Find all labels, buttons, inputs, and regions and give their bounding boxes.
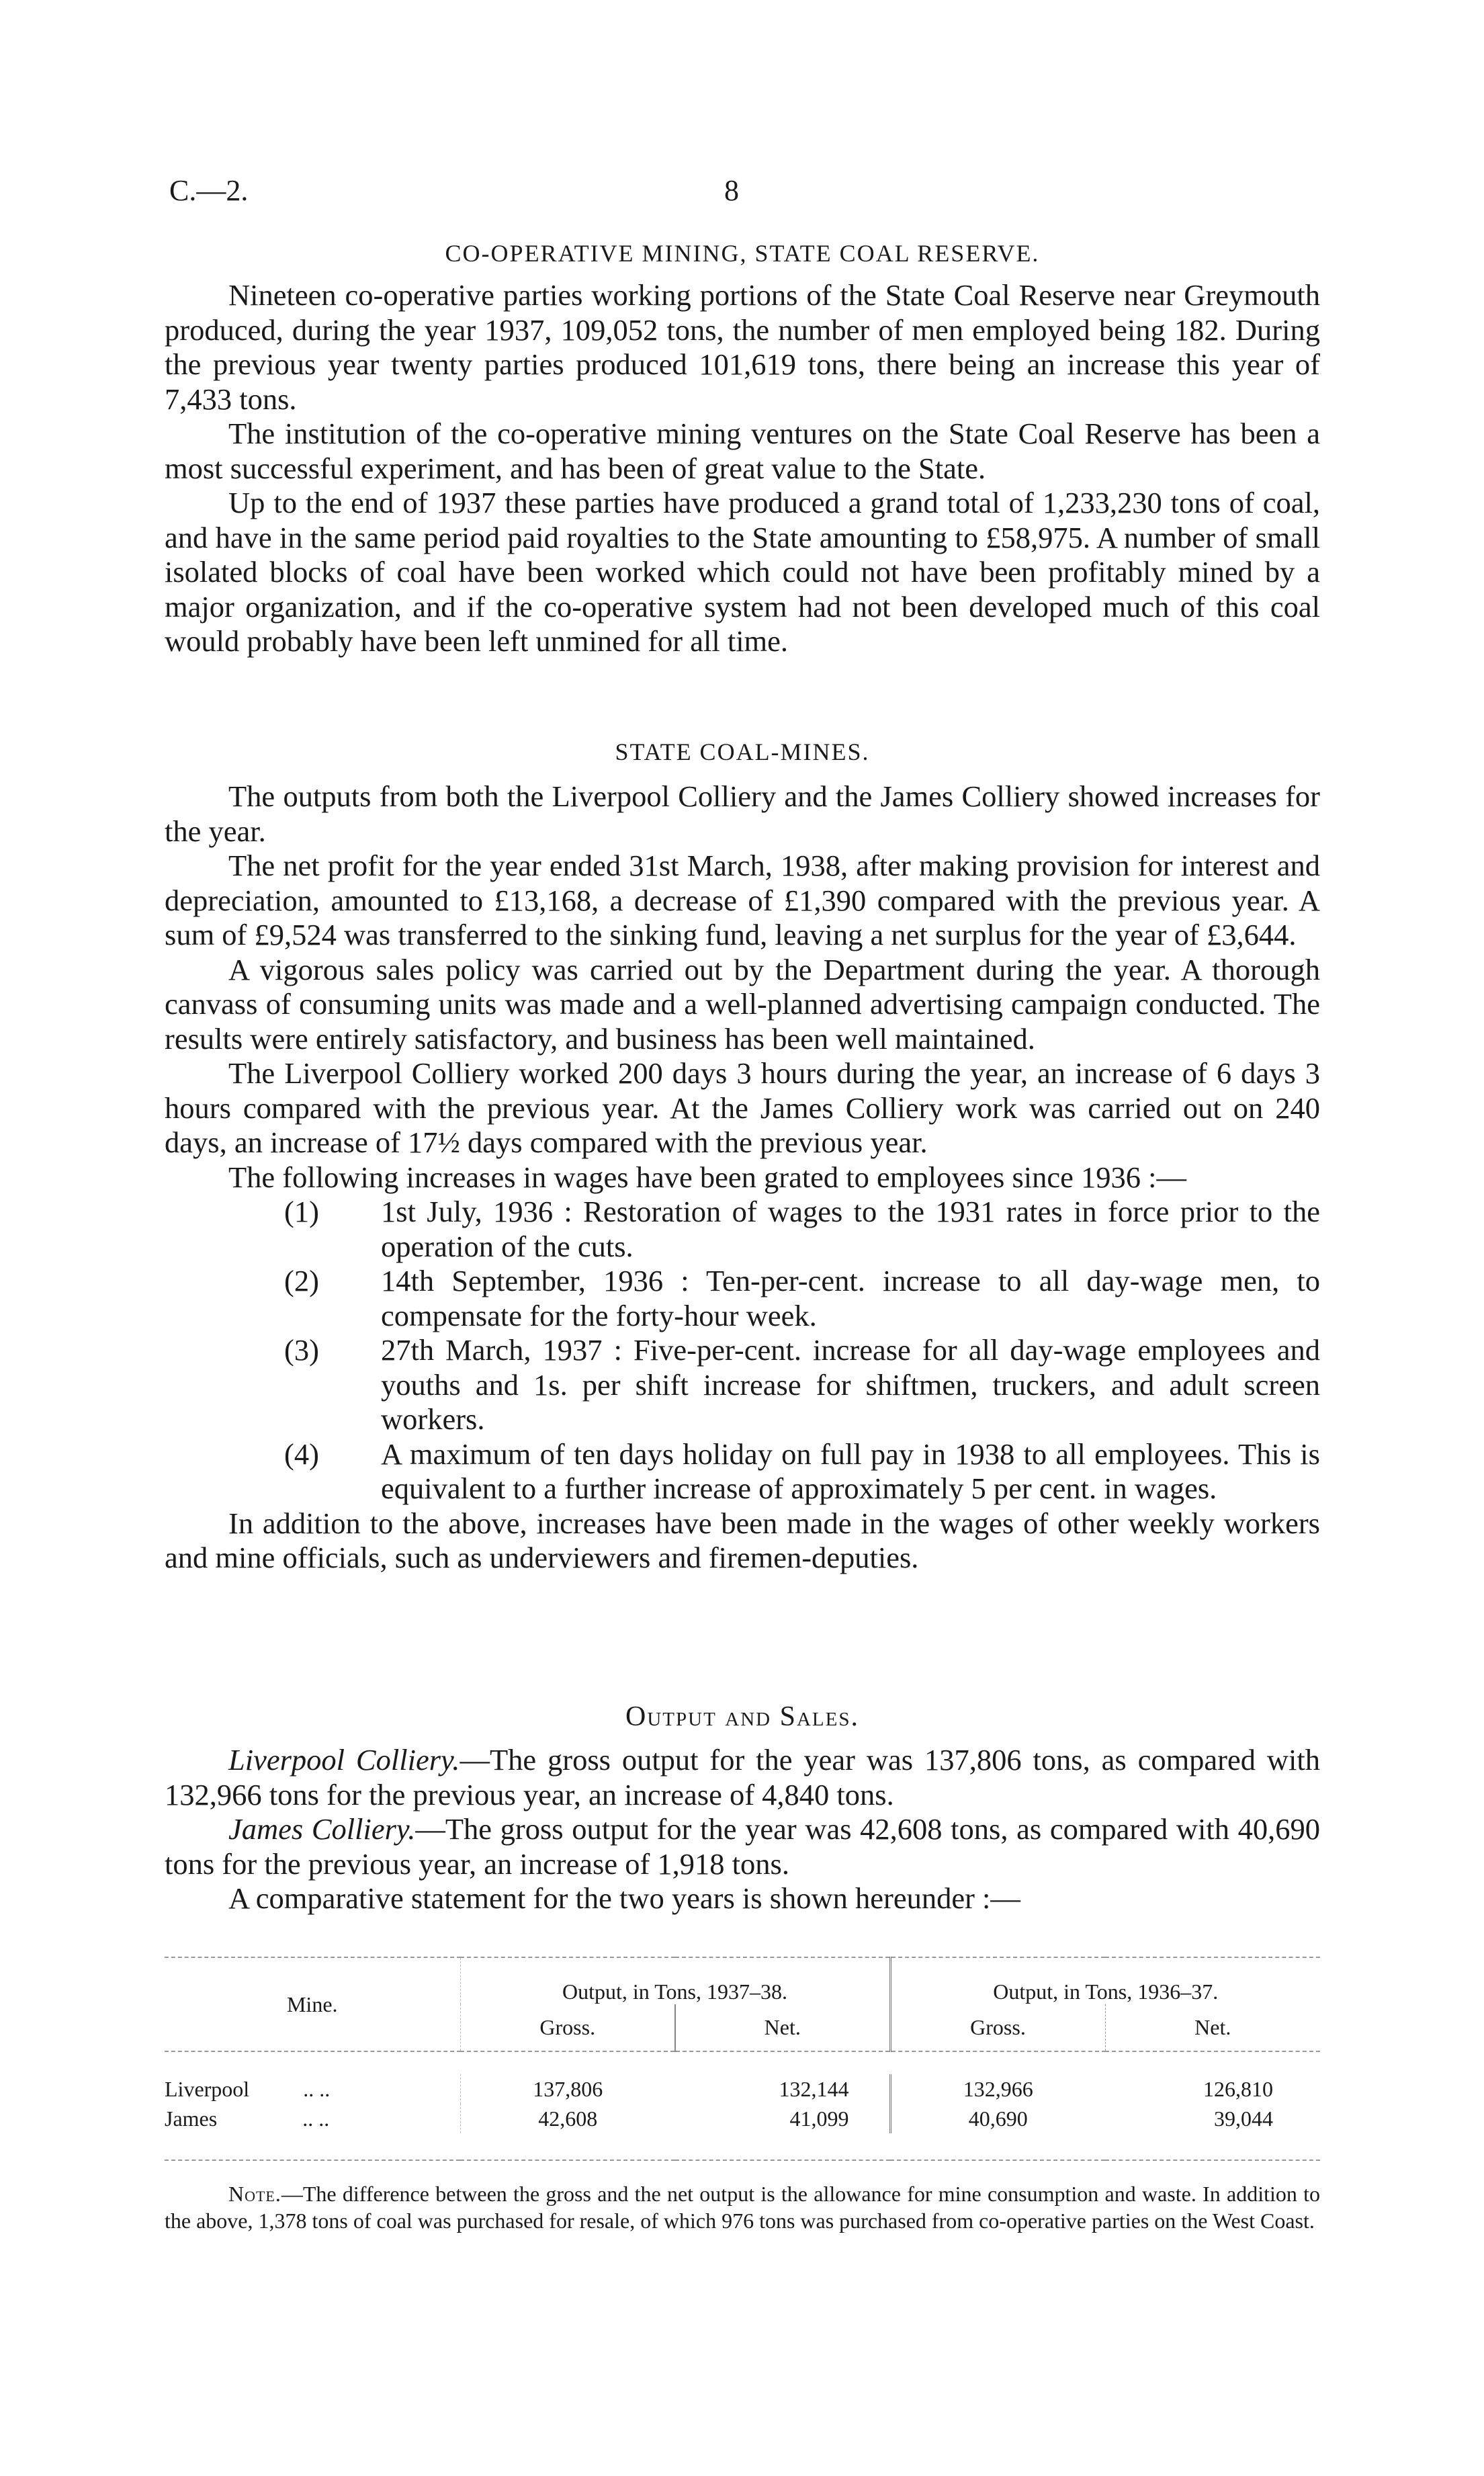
section-title: Output and Sales. xyxy=(625,1701,859,1732)
paragraph: A comparative statement for the two years is shown hereunder :— xyxy=(228,1881,1020,1915)
paragraph: The net profit for the year ended 31st March, 1938, after making provision for interest and depreciation, amounted to £13,168, a decrease of £1,390 compared with the previous year. A sum of £9,524 was transferred to the sinking fund, leaving a net surplus for the year of £3,644. xyxy=(165,849,1320,951)
paragraph: The outputs from both the Liverpool Colliery and the James Colliery showed increases for the year. xyxy=(165,779,1320,848)
gross-1937-cell: 137,806 xyxy=(533,2076,603,2101)
paragraph: The following increases in wages have been grated to employees since 1936 :— xyxy=(228,1160,1187,1194)
list-number: (3) xyxy=(284,1333,319,1367)
note-label: Note. xyxy=(228,2182,281,2206)
list-item xyxy=(165,1264,1320,1333)
gross-header: Gross. xyxy=(460,2004,675,2051)
section-state-coal-mines xyxy=(165,735,1320,1576)
table-row xyxy=(165,2074,1320,2104)
list-item xyxy=(165,1195,1320,1264)
paragraph: In addition to the above, increases have been made in the wages of other weekly workers and mine officials, such as underviewers and firemen-deputies. xyxy=(165,1506,1320,1574)
gross-1936-cell: 40,690 xyxy=(968,2106,1028,2131)
footnote xyxy=(165,2180,1320,2234)
leader-dots: .. .. xyxy=(303,2076,331,2101)
leader-dots: .. .. xyxy=(302,2106,330,2131)
mine-name: Liverpool xyxy=(165,2076,250,2101)
mine-header: Mine. xyxy=(165,1957,460,2051)
wage-increase-list xyxy=(165,1195,1320,1506)
paragraph: The Liverpool Colliery worked 200 days 3 hours during the year, an increase of 6 days 3 hours compared with the previous year. At the James Colliery work was carried out on 240 days, an increase of 17½ days compared with the previous year. xyxy=(165,1056,1320,1159)
paragraph: The institution of the co-operative mining ventures on the State Coal Reserve has been a most successful experiment, and has been of great value to the State. xyxy=(165,417,1320,485)
note-paragraph xyxy=(165,2180,1320,2234)
colliery-text: —The gross output for the year was 42,608 tons, as compared with 40,690 tons for the previous year, an increase of 1,918 tons. xyxy=(165,1812,1320,1881)
output-table-wrapper xyxy=(165,1957,1320,2161)
mine-cell xyxy=(165,2074,460,2104)
group-header-1936: Output, in Tons, 1936–37. xyxy=(993,1979,1219,2004)
list-item xyxy=(165,1333,1320,1437)
list-number: (4) xyxy=(284,1437,319,1471)
section-title: STATE COAL-MINES. xyxy=(615,738,870,765)
group-header-1937: Output, in Tons, 1937–38. xyxy=(460,1957,890,2004)
colliery-label: James Colliery. xyxy=(228,1812,416,1846)
list-text: 27th March, 1937 : Five-per-cent. increase for all day-wage employees and youths and 1s. per shift increase for shiftmen, truckers, and adult screen workers. xyxy=(381,1333,1320,1436)
list-text: 14th September, 1936 : Ten-per-cent. increase to all day-wage men, to compensate for the forty-hour week. xyxy=(381,1264,1320,1332)
paragraph: A vigorous sales policy was carried out by the Department during the year. A thorough canvass of consuming units was made and a well-planned advertising campaign conducted. The results were entirely satisfactory, and business has been well maintained. xyxy=(165,952,1320,1056)
gross-1936-cell: 132,966 xyxy=(963,2076,1033,2101)
list-number: (1) xyxy=(284,1195,319,1228)
section-cooperative-mining xyxy=(165,237,1320,659)
net-1937-cell: 132,144 xyxy=(675,2074,890,2104)
net-1936-cell: 39,044 xyxy=(1214,2106,1273,2131)
list-text: 1st July, 1936 : Restoration of wages to the 1931 rates in force prior to the operation of the cuts. xyxy=(381,1195,1320,1263)
net-header: Net. xyxy=(675,2004,890,2051)
paragraph xyxy=(165,1812,1320,1881)
net-1937-cell: 41,099 xyxy=(675,2104,890,2133)
net-1936-cell: 126,810 xyxy=(1203,2076,1273,2101)
net-header: Net. xyxy=(1194,2015,1231,2039)
mine-name: James xyxy=(165,2106,218,2131)
gross-1937-cell: 42,608 xyxy=(538,2106,598,2131)
colliery-label: Liverpool Colliery. xyxy=(228,1743,460,1777)
section-title: CO-OPERATIVE MINING, STATE COAL RESERVE. xyxy=(445,240,1040,267)
mine-cell xyxy=(165,2104,460,2133)
section-output-and-sales xyxy=(165,1700,1320,1916)
document-code: C.—2. xyxy=(169,174,249,207)
paragraph xyxy=(165,1743,1320,1812)
gross-header: Gross. xyxy=(890,2004,1105,2051)
list-item xyxy=(165,1437,1320,1506)
table-row xyxy=(165,2104,1320,2133)
list-number: (2) xyxy=(284,1264,319,1297)
paragraph: Nineteen co-operative parties working portions of the State Coal Reserve near Greymouth produced, during the year 1937, 109,052 tons, the number of men employed being 182. During the previous year twenty parties produced 101,619 tons, there being an increase this year of 7,433 tons. xyxy=(165,278,1320,416)
paragraph: Up to the end of 1937 these parties have produced a grand total of 1,233,230 tons of coal, and have in the same period paid royalties to the State amounting to £58,975. A number of small isolated blocks of coal have been worked which could not have been profitably mined by a major organization, and if the co-operative system had not been developed much of this coal would probably have been left unmined for all time. xyxy=(165,486,1320,658)
note-text: —The difference between the gross and the net output is the allowance for mine consumption and waste. In addition to the above, 1,378 tons of coal was purchased for resale, of which 976 tons was purchased from co-operative parties on the West Coast. xyxy=(165,2182,1320,2233)
output-table xyxy=(165,1957,1320,2161)
list-text: A maximum of ten days holiday on full pay in 1938 to all employees. This is equivalent to a further increase of approximately 5 per cent. in wages. xyxy=(381,1437,1320,1505)
colliery-text: —The gross output for the year was 137,806 tons, as compared with 132,966 tons for the previous year, an increase of 4,840 tons. xyxy=(165,1743,1320,1811)
page-number: 8 xyxy=(724,174,739,207)
